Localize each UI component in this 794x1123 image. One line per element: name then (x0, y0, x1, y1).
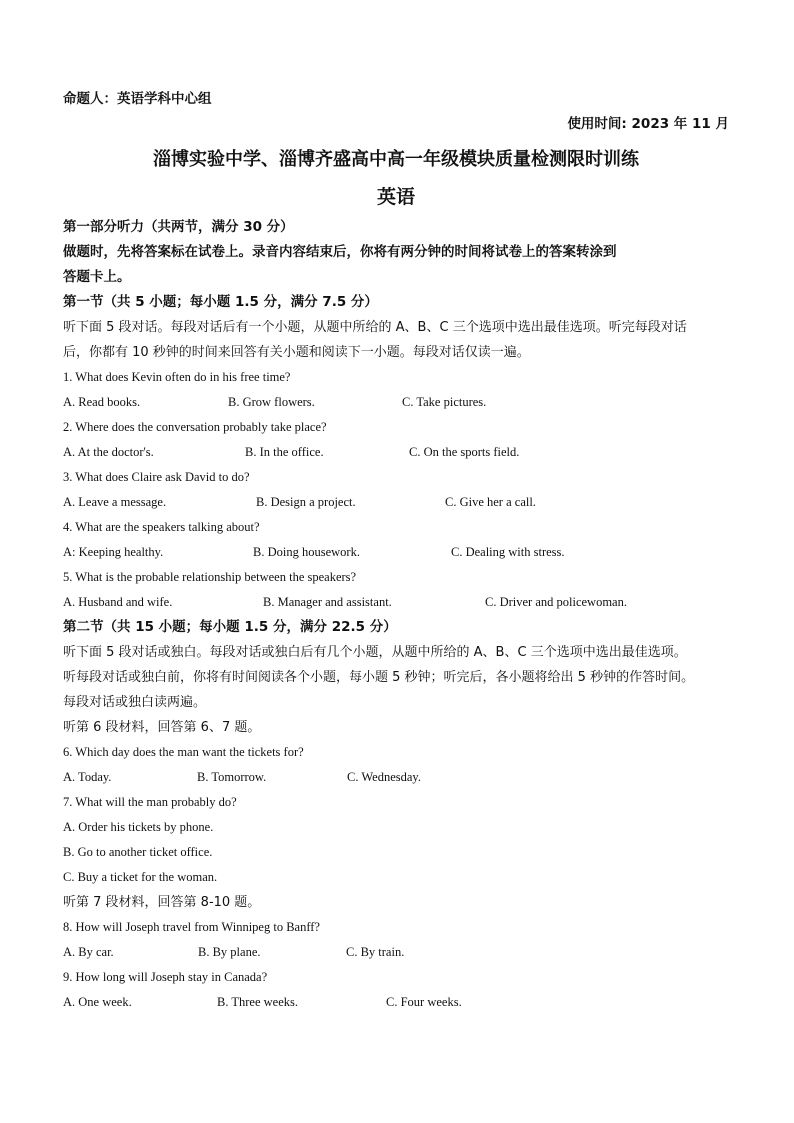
material-7-instruction: 听第 7 段材料，回答第 8-10 题。 (63, 895, 261, 910)
part1-instruction-2: 答题卡上。 (63, 269, 131, 285)
section2-desc-3: 每段对话或独白读两遍。 (63, 695, 207, 710)
option-8a: A. By car. (63, 945, 114, 959)
option-7b: B. Go to another ticket office. (63, 845, 213, 859)
options-8 (63, 940, 729, 965)
exam-subject: 英语 (376, 186, 415, 208)
question-7: 7. What will the man probably do? (63, 795, 237, 809)
part1-instruction-1: 做题时，先将答案标在试卷上。录音内容结束后，你将有两分钟的时间将试卷上的答案转涂到 (63, 244, 617, 260)
option-5c: C. Driver and policewoman. (485, 595, 627, 609)
option-2a: A. At the doctor's. (63, 445, 154, 459)
section2-heading: 第二节（共 15 小题；每小题 1.5 分，满分 22.5 分） (63, 619, 397, 635)
author-line: 命题人：英语学科中心组 (63, 91, 212, 107)
option-3a: A. Leave a message. (63, 495, 167, 509)
option-1a: A. Read books. (63, 395, 141, 409)
options-2 (63, 440, 729, 465)
option-5b: B. Manager and assistant. (263, 595, 392, 609)
options-5 (63, 590, 729, 615)
section2-desc-1: 听下面 5 段对话或独白。每段对话或独白后有几个小题，从题中所给的 A、B、C 三个选项中选出最佳选项。 (63, 645, 687, 660)
option-9a: A. One week. (63, 995, 132, 1009)
question-6: 6. Which day does the man want the tickets for? (63, 745, 304, 759)
option-1c: C. Take pictures. (402, 395, 487, 409)
option-6b: B. Tomorrow. (197, 770, 267, 784)
options-3 (63, 490, 729, 515)
question-1: 1. What does Kevin often do in his free time? (63, 370, 291, 384)
section1-desc-1: 听下面 5 段对话。每段对话后有一个小题，从题中所给的 A、B、C 三个选项中选出最佳选项。听完每段对话 (63, 320, 687, 335)
material-6-instruction: 听第 6 段材料，回答第 6、7 题。 (63, 720, 261, 735)
option-7a: A. Order his tickets by phone. (63, 820, 214, 834)
options-9 (63, 990, 729, 1015)
option-7c: C. Buy a ticket for the woman. (63, 870, 218, 884)
question-4: 4. What are the speakers talking about? (63, 520, 260, 534)
option-6a: A. Today. (63, 770, 112, 784)
usage-date: 使用时间: 2023 年 11 月 (567, 116, 729, 132)
option-4c: C. Dealing with stress. (451, 545, 565, 559)
section1-desc-2: 后，你都有 10 秒钟的时间来回答有关小题和阅读下一小题。每段对话仅读一遍。 (63, 345, 530, 360)
section1-heading: 第一节（共 5 小题；每小题 1.5 分，满分 7.5 分） (63, 294, 378, 310)
option-1b: B. Grow flowers. (228, 395, 315, 409)
option-9c: C. Four weeks. (386, 995, 462, 1009)
question-3: 3. What does Claire ask David to do? (63, 470, 250, 484)
option-2b: B. In the office. (245, 445, 324, 459)
option-4a: A: Keeping healthy. (63, 545, 164, 559)
option-6c: C. Wednesday. (347, 770, 421, 784)
option-4b: B. Doing housework. (253, 545, 360, 559)
options-6 (63, 765, 729, 790)
exam-title: 淄博实验中学、淄博齐盛高中高一年级模块质量检测限时训练 (153, 149, 639, 170)
part1-heading: 第一部分听力（共两节，满分 30 分） (63, 219, 294, 235)
options-1 (63, 390, 729, 415)
question-8: 8. How will Joseph travel from Winnipeg to Banff? (63, 920, 320, 934)
question-2: 2. Where does the conversation probably take place? (63, 420, 327, 434)
question-9: 9. How long will Joseph stay in Canada? (63, 970, 268, 984)
question-5: 5. What is the probable relationship between the speakers? (63, 570, 357, 584)
page-content (63, 87, 729, 1015)
section2-desc-2: 听每段对话或独白前，你将有时间阅读各个小题，每小题 5 秒钟；听完后，各小题将给出 5 秒钟的作答时间。 (63, 670, 695, 685)
option-8c: C. By train. (346, 945, 405, 959)
option-2c: C. On the sports field. (409, 445, 520, 459)
option-9b: B. Three weeks. (217, 995, 298, 1009)
options-4 (63, 540, 729, 565)
option-3b: B. Design a project. (256, 495, 356, 509)
option-3c: C. Give her a call. (445, 495, 536, 509)
option-5a: A. Husband and wife. (63, 595, 173, 609)
option-8b: B. By plane. (198, 945, 261, 959)
